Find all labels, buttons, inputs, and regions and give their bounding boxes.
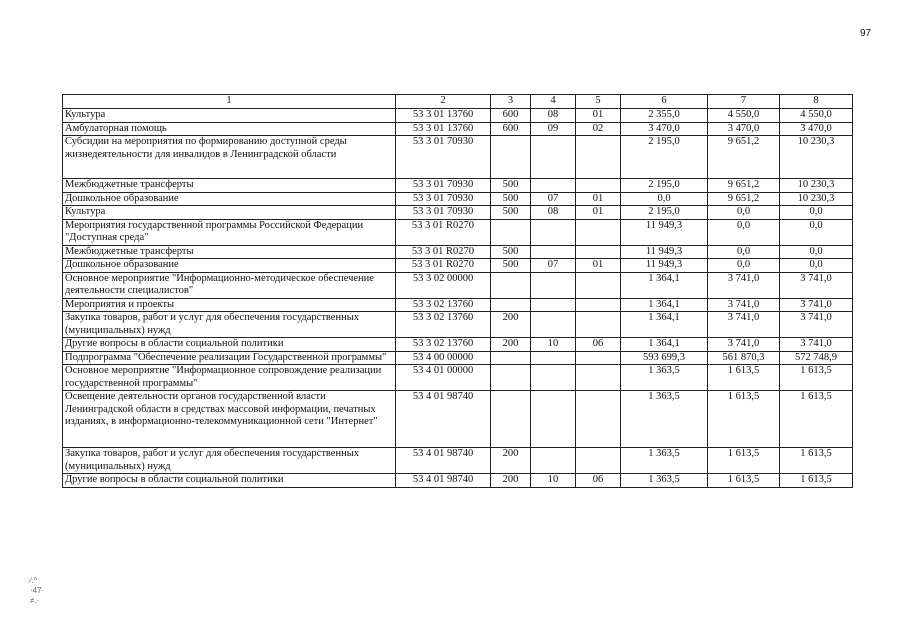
row-value7-cell: 1 613,5 [708, 365, 780, 391]
row-value7-cell: 0,0 [708, 245, 780, 259]
row-name-cell: Культура [63, 109, 396, 123]
row-col3-cell: 500 [491, 179, 531, 193]
row-col4-cell [531, 391, 576, 448]
row-value6-cell: 1 364,1 [621, 298, 708, 312]
table-row [63, 192, 853, 206]
row-value8-cell: 10 230,3 [780, 192, 853, 206]
row-col5-cell: 01 [576, 259, 621, 273]
row-value6-cell: 0,0 [621, 192, 708, 206]
row-code-cell: 53 3 02 00000 [396, 272, 491, 298]
row-value8-cell: 3 741,0 [780, 338, 853, 352]
row-col5-cell [576, 179, 621, 193]
row-col5-cell [576, 365, 621, 391]
row-code-cell: 53 3 01 70930 [396, 206, 491, 220]
row-value8-cell: 0,0 [780, 245, 853, 259]
row-code-cell: 53 4 01 98740 [396, 474, 491, 488]
row-value7-cell: 4 550,0 [708, 109, 780, 123]
column-header: 1 [63, 95, 396, 109]
row-col5-cell: 01 [576, 192, 621, 206]
row-col5-cell: 01 [576, 206, 621, 220]
row-code-cell: 53 4 01 00000 [396, 365, 491, 391]
row-col3-cell: 500 [491, 206, 531, 220]
column-header: 3 [491, 95, 531, 109]
row-code-cell: 53 4 00 00000 [396, 351, 491, 365]
row-value7-cell: 1 613,5 [708, 474, 780, 488]
row-value8-cell: 4 550,0 [780, 109, 853, 123]
row-code-cell: 53 3 02 13760 [396, 312, 491, 338]
row-code-cell: 53 3 01 70930 [396, 179, 491, 193]
row-col5-cell: 06 [576, 474, 621, 488]
row-name-cell: Субсидии на мероприятия по формированию доступной среды жизнедеятельности для инвалидов в Ленинградской области [63, 136, 396, 179]
row-value7-cell: 3 741,0 [708, 338, 780, 352]
budget-table [62, 94, 853, 488]
row-col4-cell [531, 136, 576, 179]
row-col3-cell [491, 272, 531, 298]
row-col4-cell [531, 179, 576, 193]
row-value6-cell: 2 355,0 [621, 109, 708, 123]
table-row [63, 179, 853, 193]
row-col4-cell [531, 298, 576, 312]
row-value7-cell: 3 741,0 [708, 298, 780, 312]
row-value7-cell: 9 651,2 [708, 136, 780, 179]
row-value7-cell: 3 470,0 [708, 122, 780, 136]
table-row [63, 206, 853, 220]
row-name-cell: Другие вопросы в области социальной политики [63, 474, 396, 488]
row-col4-cell: 07 [531, 259, 576, 273]
row-name-cell: Основное мероприятие "Информационное сопровождение реализации государственной программы" [63, 365, 396, 391]
row-col3-cell: 200 [491, 338, 531, 352]
row-value8-cell: 3 470,0 [780, 122, 853, 136]
table-row [63, 219, 853, 245]
row-col5-cell [576, 136, 621, 179]
row-value6-cell: 11 949,3 [621, 219, 708, 245]
row-col3-cell: 500 [491, 259, 531, 273]
row-value8-cell: 3 741,0 [780, 298, 853, 312]
column-header: 2 [396, 95, 491, 109]
row-name-cell: Мероприятия и проекты [63, 298, 396, 312]
row-col5-cell [576, 391, 621, 448]
row-col5-cell [576, 219, 621, 245]
row-col4-cell [531, 245, 576, 259]
column-header: 6 [621, 95, 708, 109]
row-value6-cell: 1 364,1 [621, 272, 708, 298]
row-col4-cell: 10 [531, 474, 576, 488]
row-value8-cell: 3 741,0 [780, 312, 853, 338]
row-col4-cell [531, 365, 576, 391]
row-value6-cell: 2 195,0 [621, 136, 708, 179]
row-col3-cell: 200 [491, 448, 531, 474]
row-value6-cell: 1 363,5 [621, 474, 708, 488]
table-row [63, 365, 853, 391]
row-col4-cell [531, 351, 576, 365]
row-value7-cell: 3 741,0 [708, 312, 780, 338]
row-value8-cell: 3 741,0 [780, 272, 853, 298]
row-code-cell: 53 3 01 R0270 [396, 245, 491, 259]
row-value8-cell: 0,0 [780, 206, 853, 220]
column-header: 7 [708, 95, 780, 109]
table-row [63, 298, 853, 312]
table-row [63, 245, 853, 259]
row-value6-cell: 1 363,5 [621, 365, 708, 391]
row-col3-cell [491, 136, 531, 179]
table-row [63, 338, 853, 352]
row-value8-cell: 572 748,9 [780, 351, 853, 365]
row-col4-cell: 08 [531, 109, 576, 123]
row-col4-cell [531, 272, 576, 298]
row-code-cell: 53 3 02 13760 [396, 298, 491, 312]
row-code-cell: 53 4 01 98740 [396, 391, 491, 448]
row-value8-cell: 10 230,3 [780, 136, 853, 179]
row-value7-cell: 1 613,5 [708, 391, 780, 448]
row-name-cell: Подпрограмма "Обеспечение реализации Государственной программы" [63, 351, 396, 365]
row-col3-cell: 500 [491, 245, 531, 259]
row-col5-cell: 02 [576, 122, 621, 136]
row-value8-cell: 1 613,5 [780, 448, 853, 474]
row-col4-cell [531, 219, 576, 245]
row-name-cell: Межбюджетные трансферты [63, 245, 396, 259]
row-value6-cell: 1 363,5 [621, 448, 708, 474]
row-code-cell: 53 3 01 R0270 [396, 259, 491, 273]
row-code-cell: 53 3 01 70930 [396, 136, 491, 179]
table-row [63, 259, 853, 273]
table-row [63, 136, 853, 179]
table-row [63, 312, 853, 338]
header-row [63, 95, 853, 109]
row-value6-cell: 1 364,1 [621, 338, 708, 352]
row-value7-cell: 3 741,0 [708, 272, 780, 298]
row-value8-cell: 1 613,5 [780, 391, 853, 448]
row-col4-cell: 07 [531, 192, 576, 206]
page-number: 97 [860, 28, 872, 39]
table-row [63, 122, 853, 136]
row-col3-cell [491, 365, 531, 391]
row-name-cell: Межбюджетные трансферты [63, 179, 396, 193]
row-value6-cell: 11 949,3 [621, 245, 708, 259]
row-name-cell: Закупка товаров, работ и услуг для обеспечения государственных (муниципальных) нужд [63, 312, 396, 338]
row-col3-cell [491, 298, 531, 312]
row-name-cell: Амбулаторная помощь [63, 122, 396, 136]
table-row [63, 391, 853, 448]
row-code-cell: 53 4 01 98740 [396, 448, 491, 474]
row-value8-cell: 10 230,3 [780, 179, 853, 193]
row-col4-cell: 08 [531, 206, 576, 220]
row-code-cell: 53 3 01 R0270 [396, 219, 491, 245]
row-col4-cell: 10 [531, 338, 576, 352]
row-value6-cell: 1 364,1 [621, 312, 708, 338]
row-col4-cell [531, 448, 576, 474]
row-col3-cell [491, 219, 531, 245]
row-value6-cell: 2 195,0 [621, 206, 708, 220]
row-col3-cell: 500 [491, 192, 531, 206]
row-value7-cell: 9 651,2 [708, 179, 780, 193]
row-value7-cell: 9 651,2 [708, 192, 780, 206]
column-header: 8 [780, 95, 853, 109]
row-name-cell: Дошкольное образование [63, 192, 396, 206]
row-name-cell: Основное мероприятие "Информационно-методическое обеспечение деятельности специалистов" [63, 272, 396, 298]
table-row [63, 474, 853, 488]
row-value6-cell: 593 699,3 [621, 351, 708, 365]
row-value7-cell: 561 870,3 [708, 351, 780, 365]
table-row [63, 272, 853, 298]
row-col4-cell [531, 312, 576, 338]
table-row [63, 448, 853, 474]
row-name-cell: Мероприятия государственной программы Российской Федерации "Доступная среда" [63, 219, 396, 245]
column-header: 5 [576, 95, 621, 109]
table-row [63, 109, 853, 123]
row-value6-cell: 11 949,3 [621, 259, 708, 273]
row-value8-cell: 0,0 [780, 219, 853, 245]
row-col5-cell [576, 448, 621, 474]
row-name-cell: Освещение деятельности органов государственной власти Ленинградской области в средствах массовой информации, печатных изданиях, в информационно-телекоммуникационной сети "Интернет" [63, 391, 396, 448]
row-col3-cell: 600 [491, 122, 531, 136]
row-code-cell: 53 3 02 13760 [396, 338, 491, 352]
row-value8-cell: 1 613,5 [780, 474, 853, 488]
row-value7-cell: 0,0 [708, 206, 780, 220]
row-name-cell: Дошкольное образование [63, 259, 396, 273]
row-value6-cell: 2 195,0 [621, 179, 708, 193]
row-value8-cell: 0,0 [780, 259, 853, 273]
row-col3-cell [491, 391, 531, 448]
column-header: 4 [531, 95, 576, 109]
row-col3-cell: 200 [491, 474, 531, 488]
table-body [63, 109, 853, 488]
row-col5-cell [576, 272, 621, 298]
row-code-cell: 53 3 01 13760 [396, 109, 491, 123]
margin-handwritten-marks: ⁄.^ ·47· ≠.· [30, 576, 45, 605]
row-name-cell: Другие вопросы в области социальной политики [63, 338, 396, 352]
row-col3-cell: 200 [491, 312, 531, 338]
row-value6-cell: 3 470,0 [621, 122, 708, 136]
row-col5-cell [576, 298, 621, 312]
row-value7-cell: 0,0 [708, 219, 780, 245]
row-code-cell: 53 3 01 70930 [396, 192, 491, 206]
row-value8-cell: 1 613,5 [780, 365, 853, 391]
row-col5-cell [576, 351, 621, 365]
row-value7-cell: 0,0 [708, 259, 780, 273]
row-col5-cell: 01 [576, 109, 621, 123]
row-code-cell: 53 3 01 13760 [396, 122, 491, 136]
table-row [63, 351, 853, 365]
row-name-cell: Культура [63, 206, 396, 220]
row-name-cell: Закупка товаров, работ и услуг для обеспечения государственных (муниципальных) нужд [63, 448, 396, 474]
row-col5-cell: 06 [576, 338, 621, 352]
row-col3-cell: 600 [491, 109, 531, 123]
row-value6-cell: 1 363,5 [621, 391, 708, 448]
row-col3-cell [491, 351, 531, 365]
row-col5-cell [576, 245, 621, 259]
row-col5-cell [576, 312, 621, 338]
row-value7-cell: 1 613,5 [708, 448, 780, 474]
row-col4-cell: 09 [531, 122, 576, 136]
